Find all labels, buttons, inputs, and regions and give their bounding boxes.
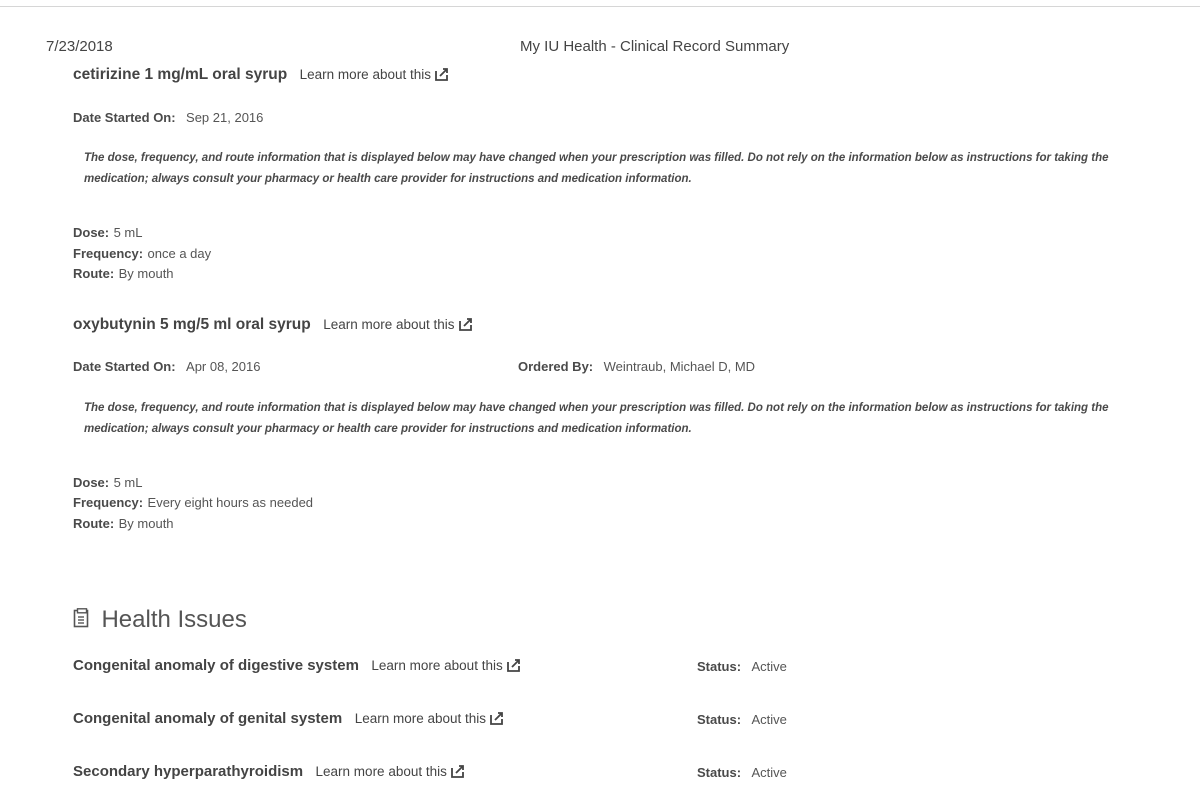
external-link-icon bbox=[451, 765, 465, 781]
health-issue-name: Secondary hyperparathyroidism bbox=[73, 763, 304, 780]
print-date: 7/23/2018 bbox=[46, 38, 113, 55]
status-value: Active bbox=[751, 765, 787, 780]
health-issue-name: Congenital anomaly of genital system bbox=[73, 710, 343, 727]
section-title: Health Issues bbox=[101, 606, 247, 633]
status-value: Active bbox=[751, 712, 787, 727]
date-started-label: Date Started On: bbox=[73, 110, 176, 125]
route-label: Route: bbox=[73, 516, 115, 531]
external-link-icon bbox=[490, 712, 504, 728]
route-value: By mouth bbox=[118, 516, 174, 531]
ordered-by-row bbox=[518, 358, 755, 376]
health-issue-item bbox=[73, 763, 465, 781]
dose-row bbox=[73, 224, 142, 242]
medication-name: cetirizine 1 mg/mL oral syrup bbox=[73, 66, 288, 83]
learn-more-label: Learn more about this bbox=[323, 317, 455, 332]
external-link-icon bbox=[459, 318, 473, 334]
date-started-value: Apr 08, 2016 bbox=[186, 359, 261, 374]
date-started-value: Sep 21, 2016 bbox=[186, 110, 264, 125]
dose-value: 5 mL bbox=[113, 475, 143, 490]
date-started-row bbox=[73, 109, 263, 127]
status-row bbox=[697, 764, 787, 782]
clipboard-icon bbox=[73, 608, 91, 633]
health-issue-item bbox=[73, 710, 504, 728]
route-value: By mouth bbox=[118, 266, 174, 281]
medication-header bbox=[73, 316, 473, 334]
dose-label: Dose: bbox=[73, 475, 110, 490]
learn-more-label: Learn more about this bbox=[315, 764, 447, 779]
dose-row bbox=[73, 474, 142, 492]
learn-more-link[interactable] bbox=[316, 764, 465, 779]
status-row bbox=[697, 711, 787, 729]
dose-value: 5 mL bbox=[113, 225, 143, 240]
status-row bbox=[697, 658, 787, 676]
route-row bbox=[73, 515, 174, 533]
prescription-disclaimer: The dose, frequency, and route information that is displayed below may have changed when your prescription was filled. Do not rely on the information below as instructions for taking the medication; always consult your pharmacy or health care provider for instructions and medication information. bbox=[84, 152, 1109, 185]
frequency-value: Every eight hours as needed bbox=[147, 495, 314, 510]
learn-more-label: Learn more about this bbox=[299, 67, 431, 82]
frequency-label: Frequency: bbox=[73, 246, 144, 261]
frequency-row bbox=[73, 245, 211, 263]
medication-name: oxybutynin 5 mg/5 ml oral syrup bbox=[73, 316, 311, 333]
learn-more-link[interactable] bbox=[355, 711, 504, 726]
date-started-row bbox=[73, 358, 260, 376]
external-link-icon bbox=[435, 68, 449, 84]
external-link-icon bbox=[507, 659, 521, 675]
health-issue-name: Congenital anomaly of digestive system bbox=[73, 657, 359, 674]
ordered-by-value: Weintraub, Michael D, MD bbox=[603, 359, 756, 374]
page-title: My IU Health - Clinical Record Summary bbox=[520, 38, 790, 55]
scan-edge-line bbox=[0, 6, 1200, 7]
learn-more-label: Learn more about this bbox=[354, 711, 487, 726]
status-label: Status: bbox=[697, 659, 742, 674]
learn-more-link[interactable] bbox=[371, 658, 520, 673]
learn-more-link[interactable] bbox=[300, 67, 449, 82]
route-row bbox=[73, 265, 174, 283]
date-started-label: Date Started On: bbox=[73, 359, 176, 374]
health-issue-item bbox=[73, 657, 521, 675]
medication-header bbox=[73, 66, 449, 84]
frequency-row bbox=[73, 494, 313, 512]
status-label: Status: bbox=[697, 765, 742, 780]
route-label: Route: bbox=[73, 266, 115, 281]
status-label: Status: bbox=[697, 712, 742, 727]
status-value: Active bbox=[751, 659, 787, 674]
prescription-disclaimer: The dose, frequency, and route information that is displayed below may have changed when your prescription was filled. Do not rely on the information below as instructions for taking the medication; always consult your pharmacy or health care provider for instructions and medication information. bbox=[84, 402, 1109, 435]
frequency-value: once a day bbox=[147, 246, 212, 261]
learn-more-link[interactable] bbox=[323, 317, 472, 332]
learn-more-label: Learn more about this bbox=[371, 658, 503, 673]
frequency-label: Frequency: bbox=[73, 495, 144, 510]
health-issues-header bbox=[73, 606, 247, 634]
dose-label: Dose: bbox=[73, 225, 110, 240]
ordered-by-label: Ordered By: bbox=[518, 359, 594, 374]
